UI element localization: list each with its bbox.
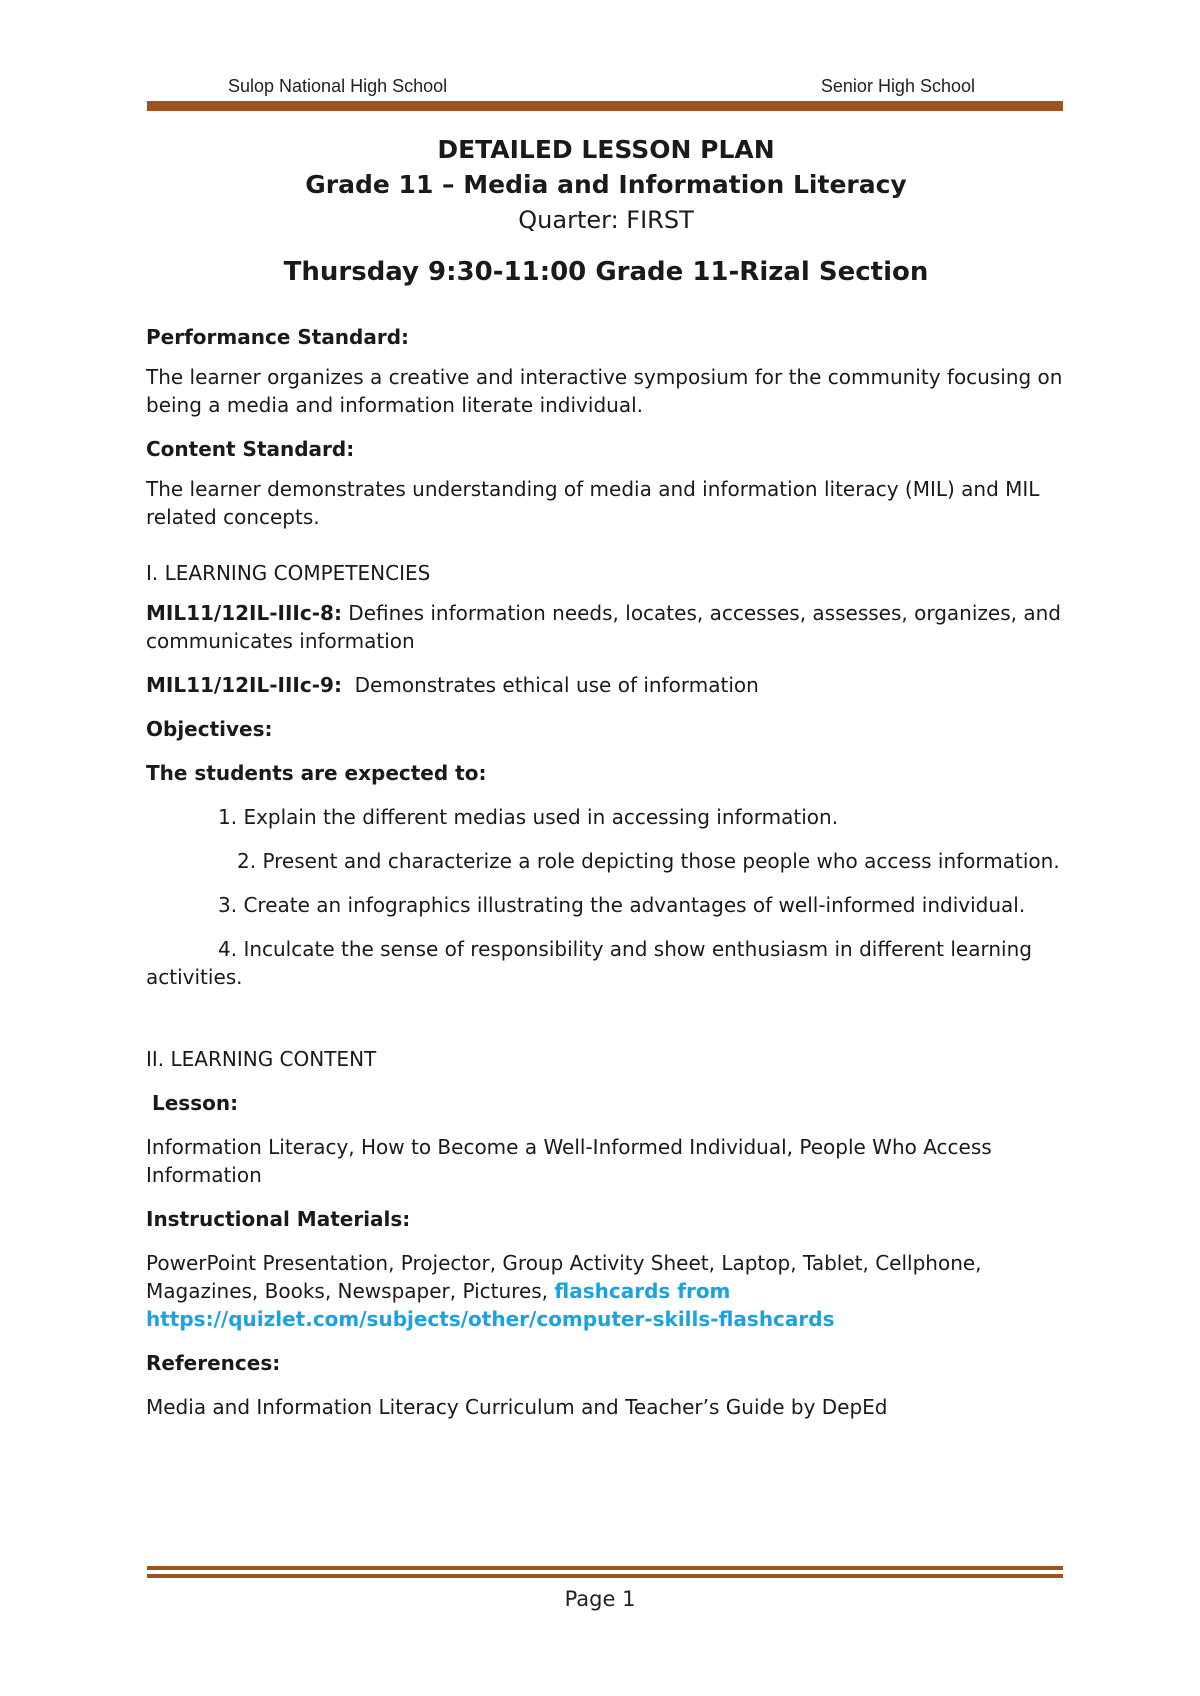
- competency-item: [146, 671, 1066, 699]
- footer-rule: [147, 1574, 1063, 1578]
- lesson-text: Information Literacy, How to Become a Well-Informed Individual, People Who Access Information: [146, 1135, 992, 1187]
- competency-item: [146, 599, 1066, 655]
- competency-text: Demonstrates ethical use of information: [341, 673, 759, 697]
- lesson-plan-body: [146, 133, 1066, 1421]
- quizlet-link[interactable]: flashcards from https://quizlet.com/subjects/other/computer-skills-flashcards: [146, 1279, 835, 1331]
- content-standard-text: The learner demonstrates understanding of media and information literacy (MIL) and MIL related concepts.: [146, 477, 1040, 529]
- objective-item: 1. Explain the different medias used in accessing information.: [218, 805, 839, 829]
- references-text: Media and Information Literacy Curriculum and Teacher’s Guide by DepEd: [146, 1395, 888, 1419]
- header-level: Senior High School: [820, 76, 975, 96]
- objective-item: 3. Create an infographics illustrating the advantages of well-informed individual.: [218, 893, 1026, 917]
- schedule-label: Thursday 9:30-11:00 Grade 11-Rizal Section: [283, 257, 929, 287]
- competency-code: MIL11/12IL-IIIc-8:: [146, 601, 342, 625]
- lesson-heading: Lesson:: [152, 1091, 239, 1115]
- page-number: Page 1: [564, 1587, 636, 1611]
- performance-standard-heading: Performance Standard:: [146, 325, 410, 349]
- subject-title: Grade 11 – Media and Information Literacy: [305, 170, 907, 199]
- performance-standard-text: The learner organizes a creative and interactive symposium for the community focusing on being a media and information literate individual.: [146, 365, 1063, 417]
- objective-item: 4. Inculcate the sense of responsibility and show enthusiasm in different learning activities.: [146, 937, 1052, 989]
- content-standard-heading: Content Standard:: [146, 437, 355, 461]
- title-block: [146, 133, 1066, 289]
- competencies-heading: I. LEARNING COMPETENCIES: [146, 561, 431, 585]
- competency-code: MIL11/12IL-IIIc-9:: [146, 673, 342, 697]
- materials-list: PowerPoint Presentation, Projector, Group Activity Sheet, Laptop, Tablet, Cellphone, Magazines, Books, Newspaper, Pictures,: [146, 1251, 982, 1303]
- header-school-name: Sulop National High School: [228, 76, 448, 96]
- objective-item: 2. Present and characterize a role depicting those people who access information.: [237, 849, 1060, 873]
- competency-text: Defines information needs, locates, accesses, assesses, organizes, and communicates information: [146, 601, 1061, 653]
- document-title: DETAILED LESSON PLAN: [437, 135, 775, 164]
- materials-heading: Instructional Materials:: [146, 1207, 411, 1231]
- objectives-intro: The students are expected to:: [146, 761, 487, 785]
- learning-content-heading: II. LEARNING CONTENT: [146, 1047, 377, 1071]
- references-heading: References:: [146, 1351, 281, 1375]
- quarter-label: Quarter: FIRST: [518, 206, 694, 234]
- materials-text: [146, 1249, 1066, 1333]
- header-rule: [147, 101, 1063, 111]
- objectives-heading: Objectives:: [146, 717, 273, 741]
- footer-rule: [147, 1566, 1063, 1570]
